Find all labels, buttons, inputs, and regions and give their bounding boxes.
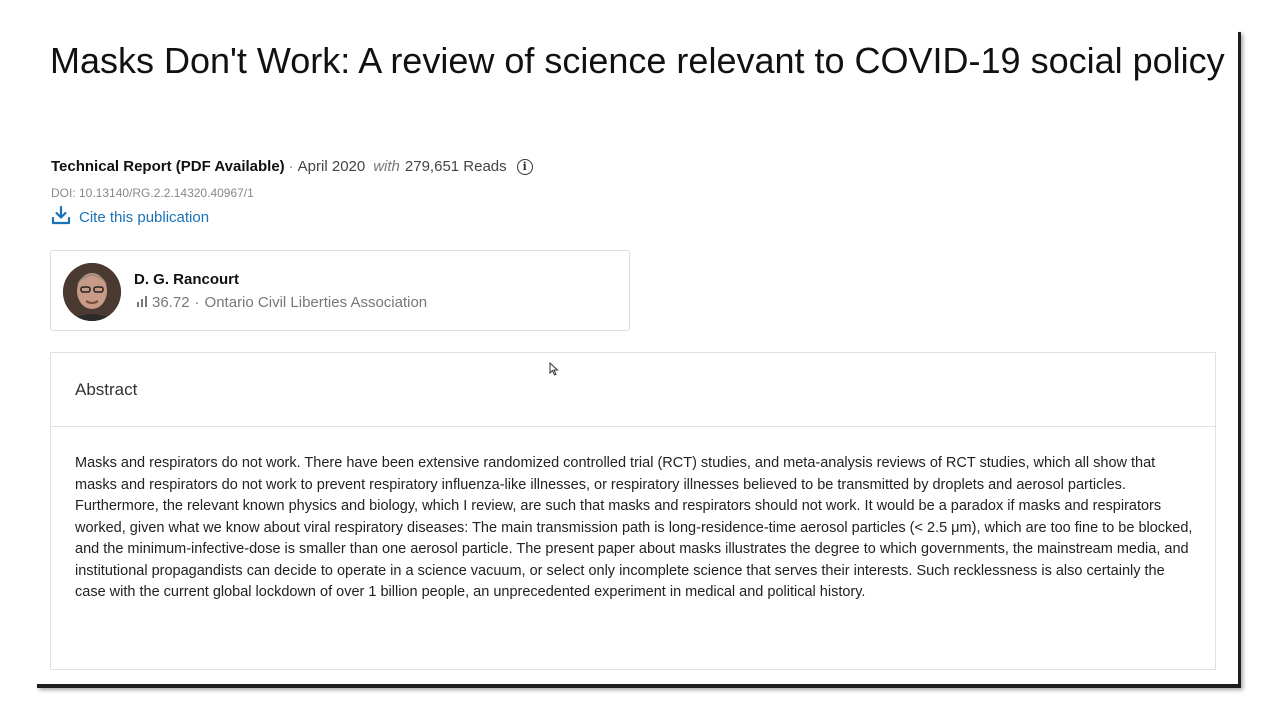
- author-name[interactable]: D. G. Rancourt: [134, 271, 240, 288]
- author-affiliation[interactable]: Ontario Civil Liberties Association: [204, 294, 428, 311]
- abstract-text: Masks and respirators do not work. There have been extensive randomized controlled trial (RCT) studies, and meta-analysis reviews of RCT studies, which all show that masks and respirators do not work to prevent respiratory influenza-like illnesses, or respiratory illnesses believed to be transmitted by droplets and aerosol particles. Furthermore, the relevant known physics and biology, which I review, are such that masks and respirators should not work. It would be a paradox if masks and respirators worked, given what we know about viral respiratory diseases: The main transmission path is long-residence-time aerosol particles (< 2.5 μm), which are too fine to be blocked, and the minimum-infective-dose is smaller than one aerosol particle. The present paper about masks illustrates the degree to which governments, the mainstream media, and institutional propagandists can decide to operate in a science vacuum, or select only incomplete science that serves their interests. Such recklessness is also certainly the case with the current global lockdown of over 1 billion people, an unprecedented experiment in medical and political history.: [75, 455, 1193, 600]
- abstract-panel: [50, 352, 1216, 670]
- avatar[interactable]: [63, 263, 121, 321]
- author-separator: ·: [194, 294, 200, 311]
- cite-button[interactable]: [51, 205, 209, 230]
- with-label: with: [373, 158, 400, 175]
- info-icon[interactable]: i: [517, 159, 533, 175]
- reads-count: 279,651 Reads: [404, 158, 507, 175]
- page-title: Masks Don't Work: A review of science relevant to COVID-19 social policy: [50, 40, 1225, 81]
- cite-label[interactable]: Cite this publication: [79, 209, 210, 226]
- doi-text: DOI: 10.13140/RG.2.2.14320.40967/1: [51, 186, 254, 200]
- publication-meta: [51, 158, 533, 175]
- abstract-header: [51, 353, 1215, 427]
- mouse-cursor-icon: [549, 362, 559, 381]
- abstract-heading: Abstract: [75, 380, 138, 399]
- bar-chart-icon: [136, 294, 150, 311]
- publication-type[interactable]: Technical Report (PDF Available): [51, 158, 285, 175]
- download-icon: [51, 205, 71, 230]
- meta-separator: ·: [288, 158, 294, 175]
- publication-date: April 2020: [297, 158, 366, 175]
- author-details: [136, 294, 427, 311]
- author-score: 36.72: [152, 294, 190, 311]
- author-card[interactable]: [50, 250, 630, 331]
